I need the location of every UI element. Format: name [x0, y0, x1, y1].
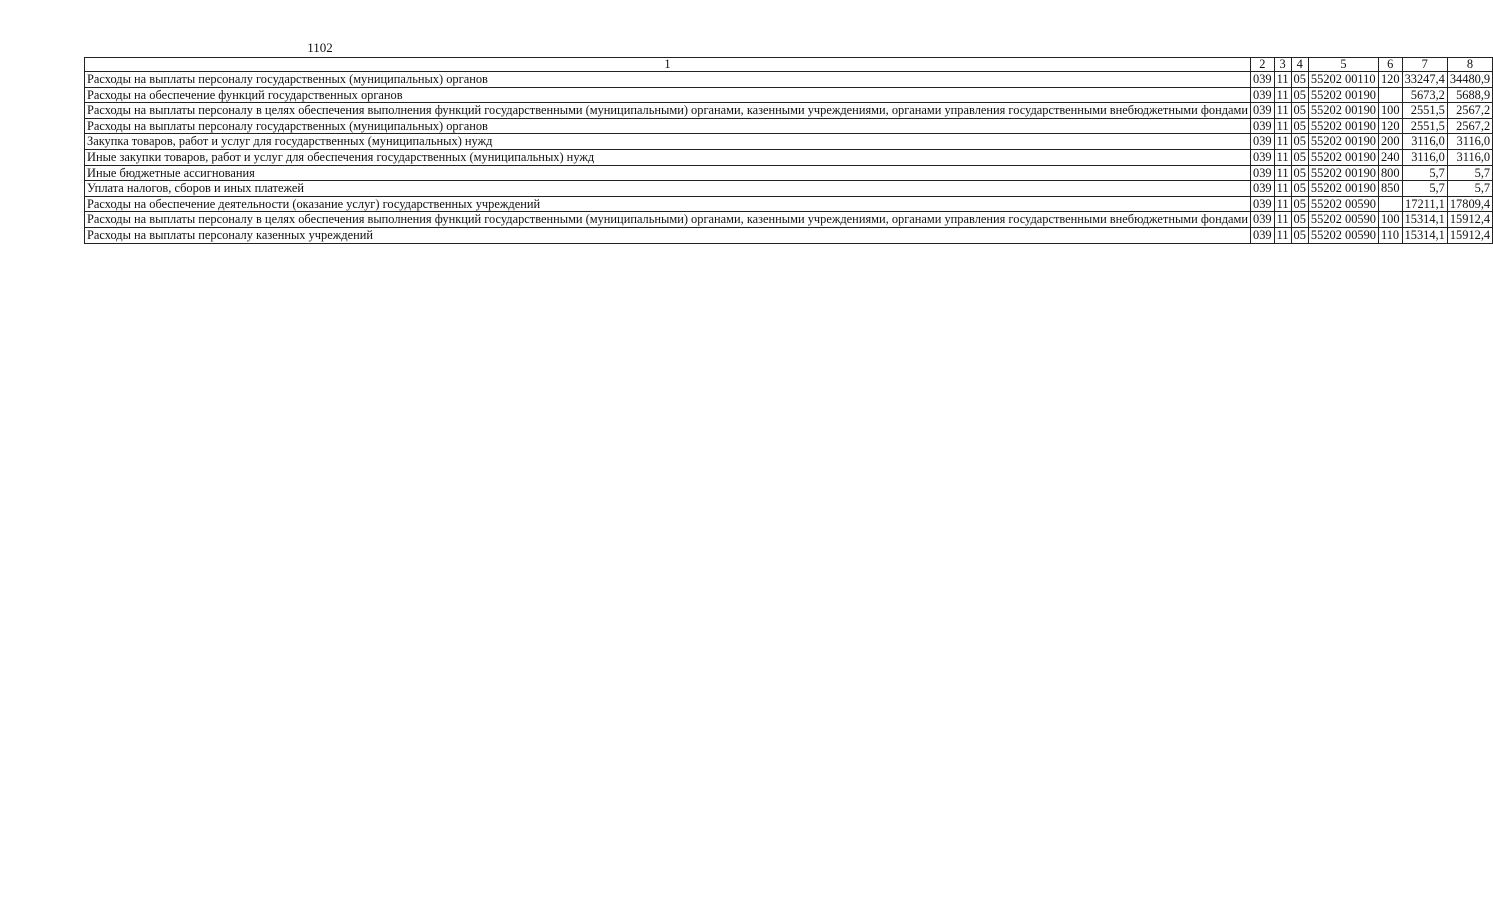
expense-type-code-cell: 120 [1378, 72, 1402, 88]
section-code-cell: 11 [1274, 165, 1291, 181]
expense-name-cell: Расходы на выплаты персоналу государственных (муниципальных) органов [85, 118, 1251, 134]
department-code-cell: 039 [1251, 118, 1275, 134]
subsection-code-cell: 05 [1291, 87, 1308, 103]
amount-year-1-cell: 5,7 [1402, 181, 1447, 197]
amount-year-2-cell: 3116,0 [1447, 134, 1492, 150]
table-row [85, 72, 1493, 88]
expense-type-code-cell: 120 [1378, 118, 1402, 134]
department-code-cell: 039 [1251, 181, 1275, 197]
subsection-code-cell: 05 [1291, 181, 1308, 197]
amount-year-2-cell: 34480,9 [1447, 72, 1492, 88]
expense-name-cell: Иные закупки товаров, работ и услуг для обеспечения государственных (муниципальных) нужд [85, 149, 1251, 165]
section-code-cell: 11 [1274, 149, 1291, 165]
expense-name-cell: Расходы на выплаты персоналу в целях обеспечения выполнения функций государственными (муниципальными) органами, казенными учреждениями, органами управления государственными внебюджетными фондами [85, 103, 1251, 119]
department-code-cell: 039 [1251, 212, 1275, 228]
expense-name-cell: Расходы на обеспечение деятельности (оказание услуг) государственных учреждений [85, 196, 1251, 212]
department-code-cell: 039 [1251, 165, 1275, 181]
table-row [85, 118, 1493, 134]
department-code-cell: 039 [1251, 87, 1275, 103]
target-article-code-cell: 55202 00590 [1308, 212, 1378, 228]
amount-year-1-cell: 2551,5 [1402, 103, 1447, 119]
section-code-cell: 11 [1274, 87, 1291, 103]
section-code-cell: 11 [1274, 103, 1291, 119]
department-code-cell: 039 [1251, 227, 1275, 243]
table-header-row [85, 58, 1493, 72]
amount-year-1-cell: 33247,4 [1402, 72, 1447, 88]
subsection-code-cell: 05 [1291, 134, 1308, 150]
subsection-code-cell: 05 [1291, 227, 1308, 243]
subsection-code-cell: 05 [1291, 165, 1308, 181]
subsection-code-cell: 05 [1291, 212, 1308, 228]
expense-name-cell: Расходы на обеспечение функций государственных органов [85, 87, 1251, 103]
column-header: 3 [1274, 58, 1291, 72]
department-code-cell: 039 [1251, 149, 1275, 165]
target-article-code-cell: 55202 00190 [1308, 87, 1378, 103]
department-code-cell: 039 [1251, 134, 1275, 150]
column-header: 7 [1402, 58, 1447, 72]
expense-type-code-cell: 100 [1378, 212, 1402, 228]
target-article-code-cell: 55202 00590 [1308, 196, 1378, 212]
table-body [85, 72, 1493, 244]
table-row [85, 212, 1493, 228]
amount-year-2-cell: 5,7 [1447, 181, 1492, 197]
column-header: 2 [1251, 58, 1275, 72]
expense-type-code-cell [1378, 87, 1402, 103]
column-header: 1 [85, 58, 1251, 72]
department-code-cell: 039 [1251, 196, 1275, 212]
expense-type-code-cell: 200 [1378, 134, 1402, 150]
expense-type-code-cell: 800 [1378, 165, 1402, 181]
amount-year-1-cell: 15314,1 [1402, 212, 1447, 228]
expense-type-code-cell: 240 [1378, 149, 1402, 165]
section-code-cell: 11 [1274, 72, 1291, 88]
expense-type-code-cell: 850 [1378, 181, 1402, 197]
expense-name-cell: Расходы на выплаты персоналу казенных учреждений [85, 227, 1251, 243]
target-article-code-cell: 55202 00190 [1308, 165, 1378, 181]
section-code-cell: 11 [1274, 181, 1291, 197]
section-code-cell: 11 [1274, 227, 1291, 243]
amount-year-1-cell: 3116,0 [1402, 134, 1447, 150]
target-article-code-cell: 55202 00190 [1308, 118, 1378, 134]
target-article-code-cell: 55202 00190 [1308, 134, 1378, 150]
expense-name-cell: Расходы на выплаты персоналу государственных (муниципальных) органов [85, 72, 1251, 88]
amount-year-1-cell: 5673,2 [1402, 87, 1447, 103]
target-article-code-cell: 55202 00590 [1308, 227, 1378, 243]
subsection-code-cell: 05 [1291, 118, 1308, 134]
target-article-code-cell: 55202 00190 [1308, 149, 1378, 165]
amount-year-2-cell: 5688,9 [1447, 87, 1492, 103]
amount-year-1-cell: 15314,1 [1402, 227, 1447, 243]
amount-year-2-cell: 15912,4 [1447, 212, 1492, 228]
section-code-cell: 11 [1274, 212, 1291, 228]
subsection-code-cell: 05 [1291, 149, 1308, 165]
amount-year-1-cell: 17211,1 [1402, 196, 1447, 212]
page-number: 1102 [307, 40, 333, 55]
target-article-code-cell: 55202 00190 [1308, 103, 1378, 119]
table-row [85, 134, 1493, 150]
budget-table [84, 57, 1493, 244]
column-header: 8 [1447, 58, 1492, 72]
amount-year-2-cell: 15912,4 [1447, 227, 1492, 243]
section-code-cell: 11 [1274, 118, 1291, 134]
expense-name-cell: Уплата налогов, сборов и иных платежей [85, 181, 1251, 197]
expense-type-code-cell [1378, 196, 1402, 212]
expense-name-cell: Расходы на выплаты персоналу в целях обеспечения выполнения функций государственными (муниципальными) органами, казенными учреждениями, органами управления государственными внебюджетными фондами [85, 212, 1251, 228]
section-code-cell: 11 [1274, 196, 1291, 212]
expense-name-cell: Закупка товаров, работ и услуг для государственных (муниципальных) нужд [85, 134, 1251, 150]
table-row [85, 181, 1493, 197]
expense-name-cell: Иные бюджетные ассигнования [85, 165, 1251, 181]
target-article-code-cell: 55202 00190 [1308, 181, 1378, 197]
table-row [85, 165, 1493, 181]
expense-type-code-cell: 110 [1378, 227, 1402, 243]
amount-year-2-cell: 2567,2 [1447, 118, 1492, 134]
amount-year-2-cell: 3116,0 [1447, 149, 1492, 165]
column-header: 4 [1291, 58, 1308, 72]
target-article-code-cell: 55202 00110 [1308, 72, 1378, 88]
subsection-code-cell: 05 [1291, 103, 1308, 119]
column-header: 6 [1378, 58, 1402, 72]
amount-year-2-cell: 5,7 [1447, 165, 1492, 181]
amount-year-1-cell: 3116,0 [1402, 149, 1447, 165]
subsection-code-cell: 05 [1291, 196, 1308, 212]
column-header: 5 [1308, 58, 1378, 72]
table-row [85, 196, 1493, 212]
table-row [85, 227, 1493, 243]
amount-year-1-cell: 2551,5 [1402, 118, 1447, 134]
table-row [85, 103, 1493, 119]
section-code-cell: 11 [1274, 134, 1291, 150]
amount-year-2-cell: 2567,2 [1447, 103, 1492, 119]
expense-type-code-cell: 100 [1378, 103, 1402, 119]
department-code-cell: 039 [1251, 72, 1275, 88]
amount-year-2-cell: 17809,4 [1447, 196, 1492, 212]
amount-year-1-cell: 5,7 [1402, 165, 1447, 181]
subsection-code-cell: 05 [1291, 72, 1308, 88]
department-code-cell: 039 [1251, 103, 1275, 119]
table-row [85, 149, 1493, 165]
table-row [85, 87, 1493, 103]
